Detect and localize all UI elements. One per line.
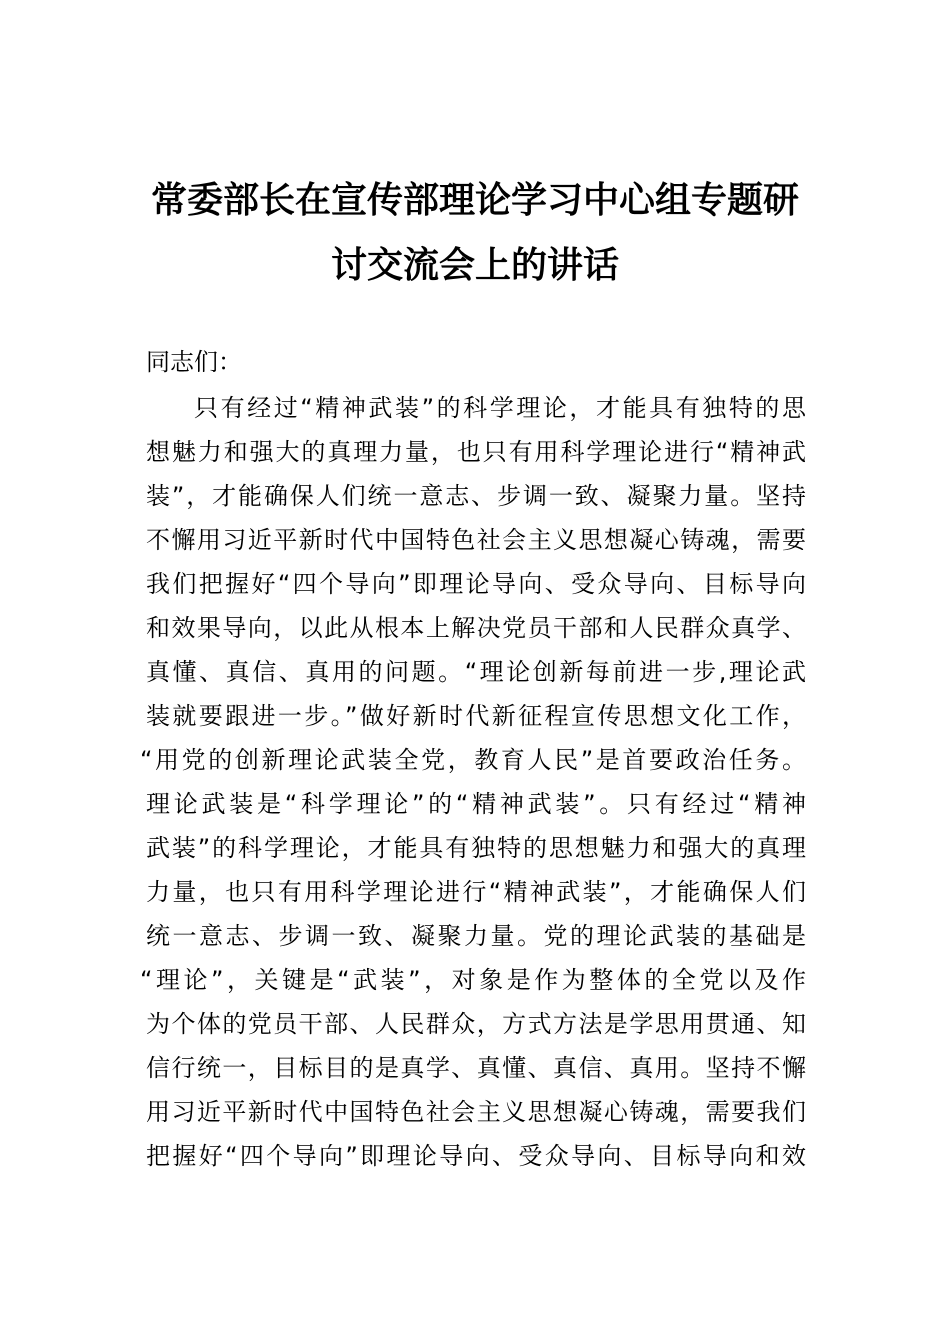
paragraph-line: 我们把握好“四个导向”即理论导向、受众导向、目标导向 xyxy=(146,570,806,598)
paragraph-line: 用习近平新时代中国特色社会主义思想凝心铸魂，需要我们 xyxy=(146,1098,806,1126)
paragraph-line: 装就要跟进一步。”做好新时代新征程宣传思想文化工作， xyxy=(146,702,806,730)
document-title-line-1: 常委部长在宣传部理论学习中心组专题研 xyxy=(150,179,799,221)
paragraph-line: 真懂、真信、真用的问题。“理论创新每前进一步,理论武 xyxy=(146,658,806,686)
document-title-line-2: 讨交流会上的讲话 xyxy=(330,244,619,286)
paragraph-line: 力量，也只有用科学理论进行“精神武装”，才能确保人们 xyxy=(146,878,806,906)
paragraph-line: 信行统一，目标目的是真学、真懂、真信、真用。坚持不懈 xyxy=(146,1054,806,1082)
paragraph-line: 武装”的科学理论，才能具有独特的思想魅力和强大的真理 xyxy=(146,834,806,862)
paragraph-line: “理论”，关键是“武装”，对象是作为整体的全党以及作 xyxy=(140,966,806,994)
salutation: 同志们： xyxy=(146,348,242,376)
paragraph-line: 不懈用习近平新时代中国特色社会主义思想凝心铸魂，需要 xyxy=(146,526,806,554)
paragraph-line: 为个体的党员干部、人民群众，方式方法是学思用贯通、知 xyxy=(146,1010,806,1038)
paragraph-line: 想魅力和强大的真理力量，也只有用科学理论进行“精神武 xyxy=(146,438,806,466)
paragraph-line: 理论武装是“科学理论”的“精神武装”。只有经过“精神 xyxy=(146,790,806,818)
paragraph-line: 统一意志、步调一致、凝聚力量。党的理论武装的基础是 xyxy=(146,922,806,950)
paragraph-line: 和效果导向，以此从根本上解决党员干部和人民群众真学、 xyxy=(146,614,806,642)
paragraph-line: 装”，才能确保人们统一意志、步调一致、凝聚力量。坚持 xyxy=(146,482,806,510)
paragraph-line: 把握好“四个导向”即理论导向、受众导向、目标导向和效 xyxy=(146,1142,806,1170)
paragraph-line: “用党的创新理论武装全党，教育人民”是首要政治任务。 xyxy=(140,746,806,774)
paragraph-line: 只有经过“精神武装”的科学理论，才能具有独特的思 xyxy=(194,394,806,422)
